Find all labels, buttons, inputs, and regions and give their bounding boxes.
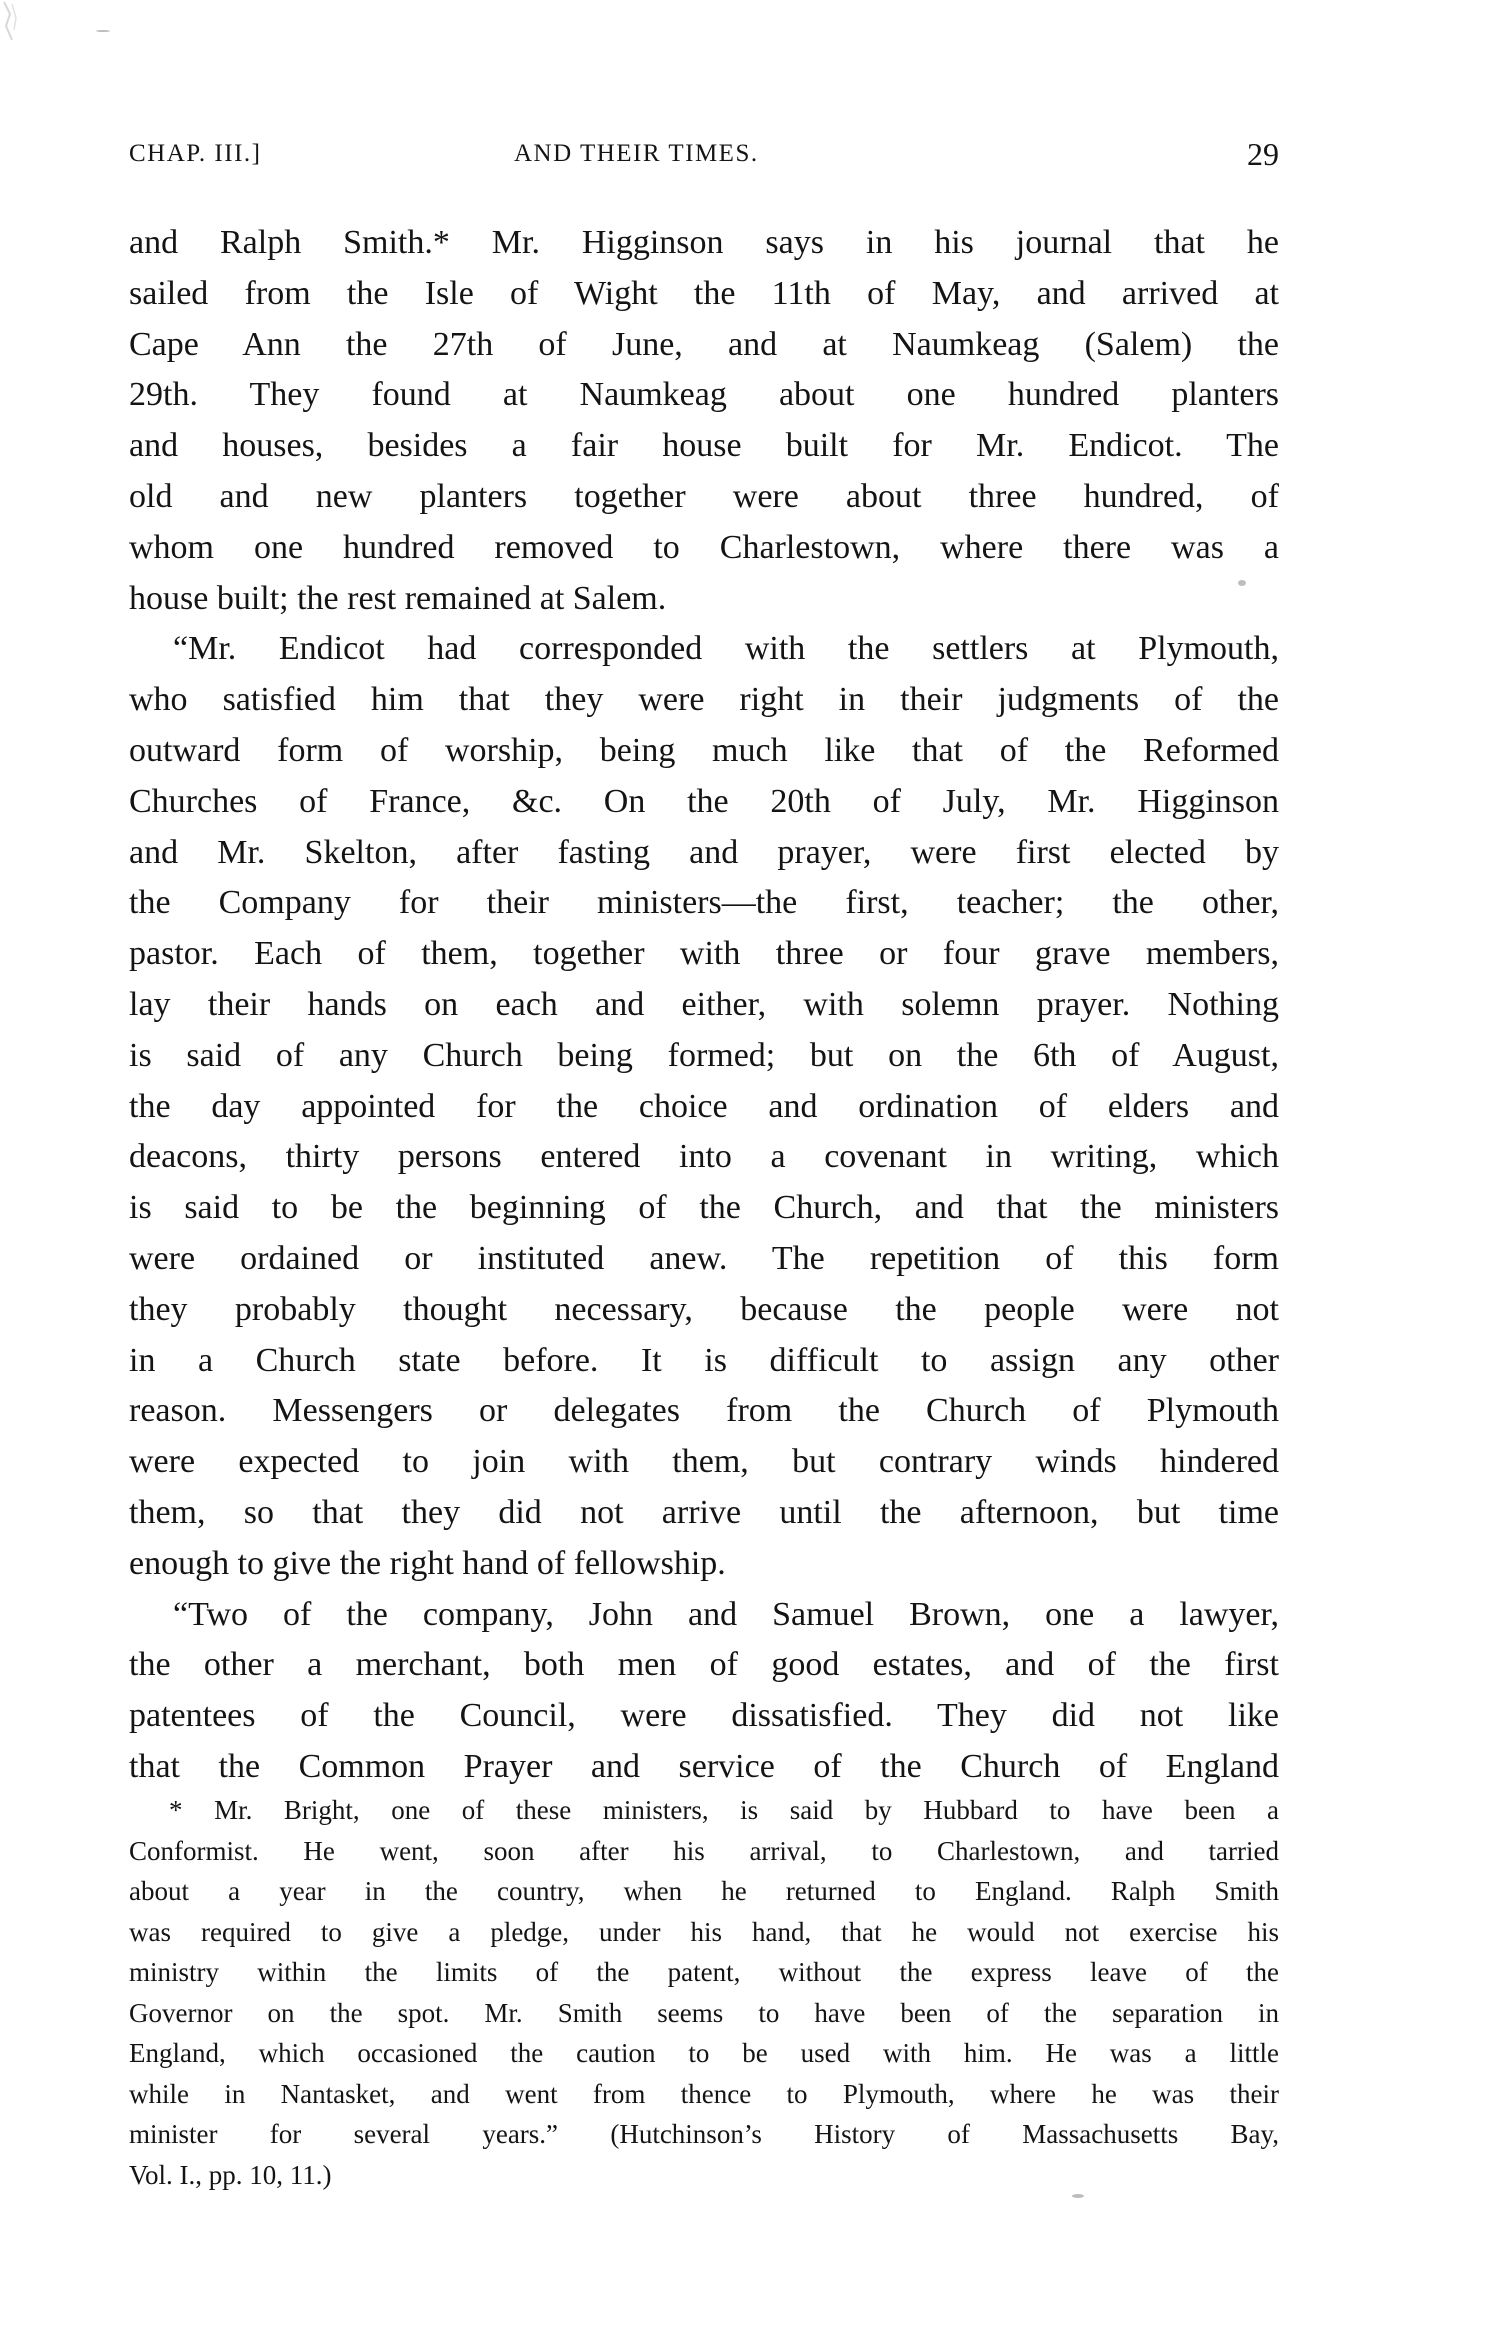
text-line: Churches of France, &c. On the 20th of July, Mr. Higginson (129, 782, 1279, 820)
text-line: whom one hundred removed to Charlestown, where there was a (129, 528, 1279, 566)
text-line: that the Common Prayer and service of the Church of England (129, 1747, 1279, 1785)
text-line: and Ralph Smith.* Mr. Higginson says in his journal that he (129, 224, 1279, 261)
text-line: the day appointed for the choice and ordination of elders and (129, 1087, 1279, 1125)
footnote-line: ministry within the limits of the patent, without the express leave of the (129, 1957, 1279, 1987)
page-corner-mark (0, 0, 46, 50)
text-line: they probably thought necessary, because the people were not (129, 1290, 1279, 1328)
text-line: is said to be the beginning of the Church, and that the ministers (129, 1189, 1279, 1227)
running-title: AND THEIR TIMES. (514, 140, 759, 167)
text-line: enough to give the right hand of fellowship. (129, 1544, 726, 1582)
text-line: outward form of worship, being much like that of the Reformed (129, 731, 1279, 769)
running-head (129, 136, 1279, 180)
footnote-line: Governor on the spot. Mr. Smith seems to have been of the separation in (129, 1997, 1279, 2028)
footnote-line: Conformist. He went, soon after his arrival, to Charlestown, and tarried (129, 1835, 1279, 1866)
text-line: lay their hands on each and either, with solemn prayer. Nothing (129, 985, 1279, 1023)
footnote-line: about a year in the country, when he returned to England. Ralph Smith (129, 1876, 1279, 1906)
footnote-line: Vol. I., pp. 10, 11.) (129, 2159, 332, 2190)
text-line: house built; the rest remained at Salem. (129, 579, 667, 617)
text-line: pastor. Each of them, together with three or four grave members, (129, 935, 1279, 973)
text-line: old and new planters together were about three hundred, of (129, 477, 1279, 515)
text-line: patentees of the Council, were dissatisfied. They did not like (129, 1697, 1279, 1735)
footnote-line: England, which occasioned the caution to be used with him. He was a little (129, 2038, 1279, 2068)
footnote (129, 1790, 1279, 2195)
footnote-line: * Mr. Bright, one of these ministers, is said by Hubbard to have been a (169, 1795, 1279, 1825)
text-line: 29th. They found at Naumkeag about one hundred planters (129, 376, 1279, 414)
footnote-line: minister for several years.” (Hutchinson’s History of Massachusetts Bay, (129, 2119, 1279, 2149)
text-line: the other a merchant, both men of good estates, and of the first (129, 1646, 1279, 1684)
footnote-line: was required to give a pledge, under his hand, that he would not exercise his (129, 1916, 1279, 1947)
text-line: sailed from the Isle of Wight the 11th of May, and arrived at (129, 274, 1279, 312)
text-line: is said of any Church being formed; but on the 6th of August, (129, 1036, 1279, 1074)
text-line: in a Church state before. It is difficult to assign any other (129, 1341, 1279, 1379)
text-line: deacons, thirty persons entered into a covenant in writing, which (129, 1138, 1279, 1176)
text-line: Cape Ann the 27th of June, and at Naumkeag (Salem) the (129, 325, 1279, 363)
main-text (129, 218, 1279, 1793)
page-number: 29 (1247, 136, 1279, 172)
text-line: reason. Messengers or delegates from the Church of Plymouth (129, 1392, 1279, 1430)
text-line: the Company for their ministers—the first, teacher; the other, (129, 884, 1279, 922)
text-line: and houses, besides a fair house built for Mr. Endicot. The (129, 427, 1279, 465)
text-line: were expected to join with them, but contrary winds hindered (129, 1443, 1279, 1481)
text-line: “Mr. Endicot had corresponded with the settlers at Plymouth, (173, 630, 1279, 668)
text-line: “Two of the company, John and Samuel Brown, one a lawyer, (173, 1595, 1279, 1633)
text-line: and Mr. Skelton, after fasting and prayer, were first elected by (129, 833, 1279, 871)
chapter-label: CHAP. III.] (129, 140, 262, 167)
text-line: who satisfied him that they were right in their judgments of the (129, 681, 1279, 719)
footnote-line: while in Nantasket, and went from thence to Plymouth, where he was their (129, 2078, 1279, 2109)
page-speck (96, 30, 110, 32)
text-line: were ordained or instituted anew. The repetition of this form (129, 1239, 1279, 1277)
text-line: them, so that they did not arrive until the afternoon, but time (129, 1493, 1279, 1531)
